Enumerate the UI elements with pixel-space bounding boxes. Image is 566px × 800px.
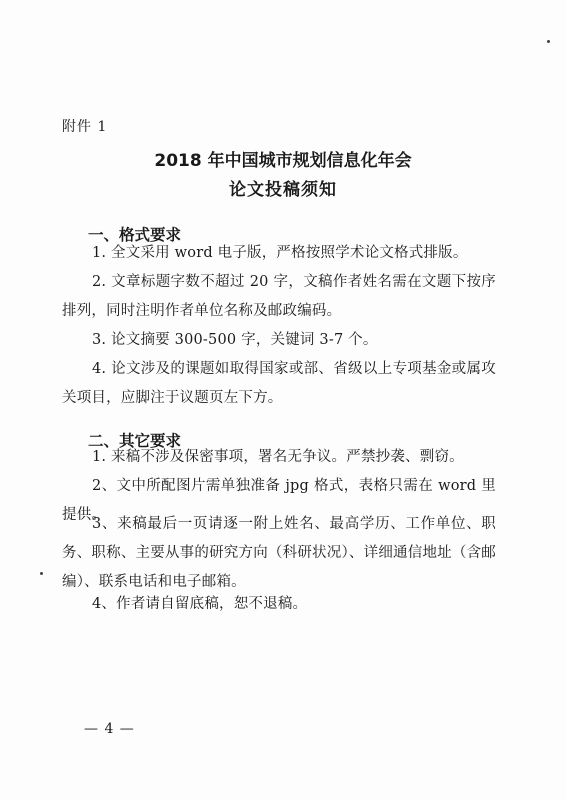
document-subtitle: 论文投稿须知 [229,180,337,200]
section-heading-format: 一、格式要求 [88,226,182,244]
section-heading-other: 二、其它要求 [88,432,182,450]
page-number: — 4 — [84,721,135,737]
format-item-2: 2. 文章标题字数不超过 20 字，文稿作者姓名需在文题下按序排列，同时注明作者单位名称及邮政编码。 [62,274,496,319]
format-item-4: 4. 论文涉及的课题如取得国家或部、省级以上专项基金或属攻关项目，应脚注于议题页左下方。 [62,361,496,406]
format-item-1: 1. 全文采用 word 电子版，严格按照学术论文格式排版。 [92,245,468,261]
other-item-1: 1. 来稿不涉及保密事项，署名无争议。严禁抄袭、剽窃。 [92,449,464,465]
format-item-3: 3. 论文摘要 300-500 字，关键词 3-7 个。 [92,332,378,348]
annex-label: 附件 1 [62,119,108,135]
other-item-3: 3、来稿最后一页请逐一附上姓名、最高学历、工作单位、职务、职称、主要从事的研究方向（科研状况）、详细通信地址（含邮编）、联系电话和电子邮箱。 [62,516,496,590]
other-item-4: 4、作者请自留底稿，恕不退稿。 [92,596,308,612]
document-title: 2018 年中国城市规划信息化年会 [154,151,412,171]
scan-speck [547,40,550,43]
other-item-2: 2、文中所配图片需单独准备 jpg 格式，表格只需在 word 里提供。 [62,478,496,523]
scan-speck [40,572,43,575]
